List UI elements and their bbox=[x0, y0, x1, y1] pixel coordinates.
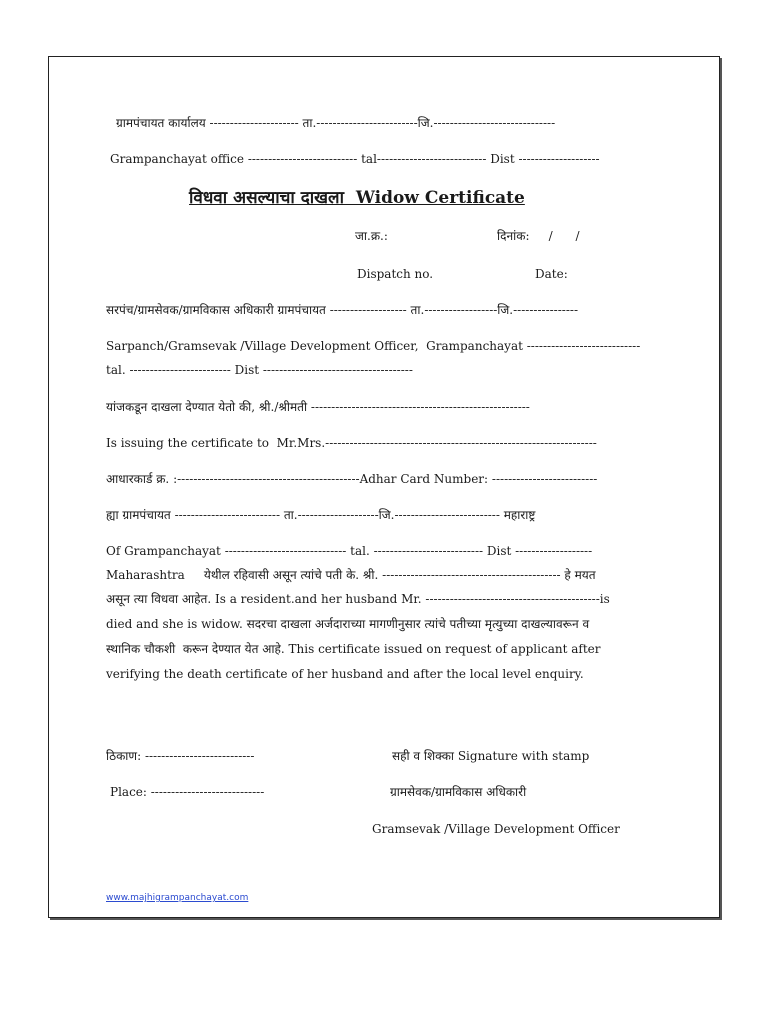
grampanchayat-line-marathi: ह्या ग्रामपंचायत -------------------------- ता.--------------------जि.-------------------------- महाराष्ट्र bbox=[106, 508, 536, 522]
officer-title-english: Gramsevak /Village Development Officer bbox=[372, 822, 620, 836]
issuer-tal-dist-line: tal. ------------------------- Dist ------------------------------------- bbox=[106, 363, 413, 377]
grampanchayat-line-english: Of Grampanchayat ------------------------------ tal. --------------------------- Dist ------------------- bbox=[106, 544, 593, 558]
paragraph-line-3: died and she is widow. सदरचा दाखला अर्जदाराच्या मागणीनुसार त्यांचे पतीच्या मृत्युच्या दाखल्यावरून व bbox=[106, 617, 590, 631]
recipient-line-english: Is issuing the certificate to Mr.Mrs.------------------------------------------------------------------- bbox=[106, 436, 597, 450]
paragraph-line-4: स्थानिक चौकशी करून देण्यात येत आहे. This certificate issued on request of applicant after bbox=[106, 642, 601, 656]
place-line-marathi: ठिकाण: --------------------------- bbox=[106, 749, 255, 763]
paragraph-line-5: verifying the death certificate of her husband and after the local level enquiry. bbox=[106, 667, 584, 681]
signature-label: सही व शिक्का Signature with stamp bbox=[392, 749, 590, 763]
website-link[interactable]: www.majhigrampanchayat.com bbox=[106, 893, 249, 903]
paragraph-line-2: असून त्या विधवा आहेत. Is a resident.and her husband Mr. -------------------------------------------is bbox=[106, 592, 610, 606]
dispatch-no-english: Dispatch no. bbox=[357, 267, 434, 281]
recipient-line-marathi: यांजकडून दाखला देण्यात येतो की, श्री./श्रीमती ------------------------------------------------------ bbox=[106, 400, 530, 414]
paragraph-line-1: Maharashtra येथील रहिवासी असून त्यांचे पती के. श्री. -------------------------------------------- हे मयत bbox=[106, 568, 596, 582]
aadhar-line: आधारकार्ड क्र. :---------------------------------------------Adhar Card Number: -------------------------- bbox=[106, 472, 598, 486]
issuer-line-english: Sarpanch/Gramsevak /Village Development Officer, Grampanchayat ---------------------------- bbox=[106, 339, 641, 353]
date-english: Date: bbox=[535, 267, 568, 281]
office-line-marathi: ग्रामपंचायत कार्यालय ---------------------- ता.-------------------------जि.------------------------------ bbox=[116, 116, 556, 130]
office-line-english: Grampanchayat office --------------------------- tal--------------------------- Dist -------------------- bbox=[110, 152, 600, 166]
certificate-title: विधवा असल्याचा दाखला Widow Certificate bbox=[189, 188, 525, 208]
certificate-sheet bbox=[48, 56, 720, 918]
issuer-line-marathi: सरपंच/ग्रामसेवक/ग्रामविकास अधिकारी ग्रामपंचायत ------------------- ता.------------------जि.---------------- bbox=[106, 303, 579, 317]
dispatch-no-marathi: जा.क्र.: bbox=[355, 229, 388, 243]
officer-title-marathi: ग्रामसेवक/ग्रामविकास अधिकारी bbox=[390, 785, 527, 799]
date-marathi: दिनांक: / / bbox=[497, 229, 580, 243]
place-line-english: Place: ---------------------------- bbox=[110, 785, 265, 799]
